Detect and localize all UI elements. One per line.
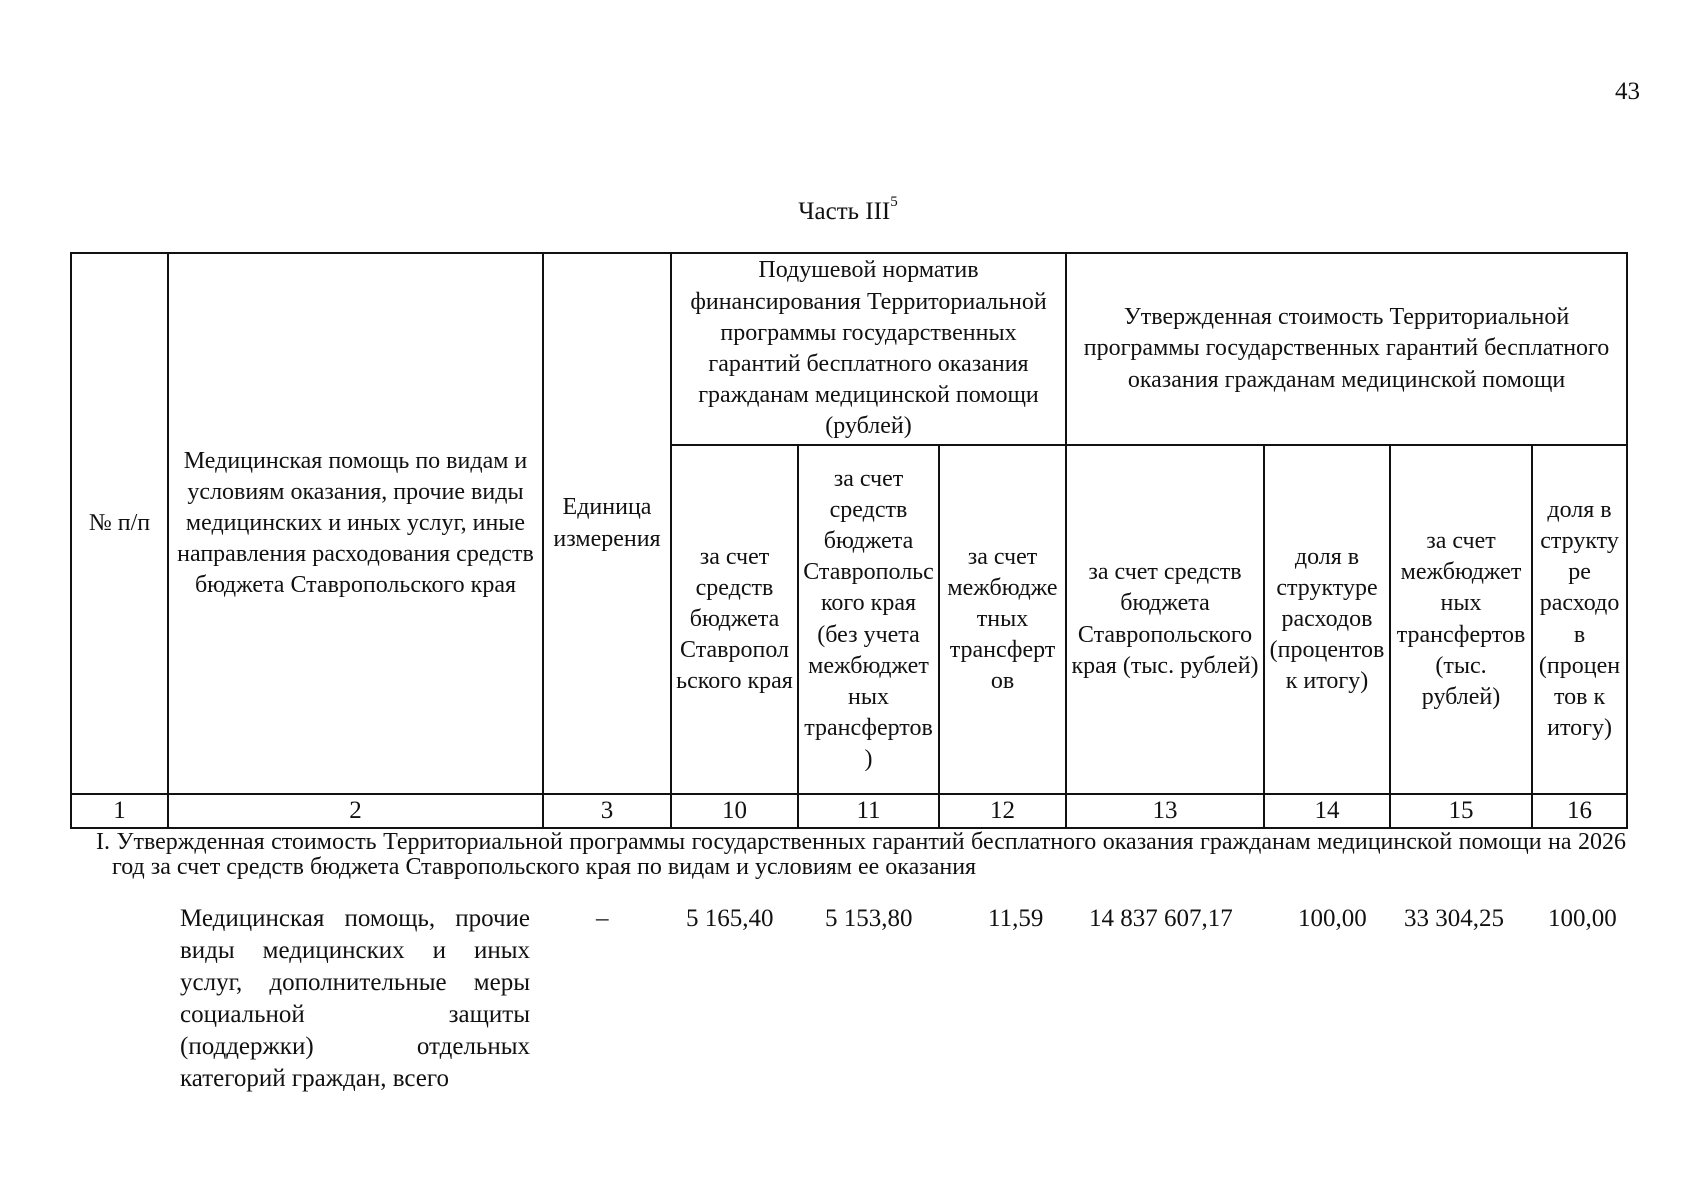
column-number: 10 [671,794,798,828]
column-number: 2 [168,794,543,828]
total-row-col-12: 11,59 [988,905,1044,932]
header-table [70,252,1628,829]
header-group-approved-cost: Утвержденная стоимость Территориальной программы государственных гарантий бесплатного оказания гражданам медицинской помощи [1066,253,1627,445]
total-row-col-16: 100,00 [1548,905,1617,932]
column-number: 12 [939,794,1066,828]
column-number: 3 [543,794,671,828]
part-title [0,194,1696,226]
total-row-unit: – [596,905,609,932]
header-col-13: за счет средств бюджета Ставропольского края (тыс. рублей) [1066,445,1264,794]
header-col-16: доля в структуре расходов (процентов к итогу) [1532,445,1627,794]
column-number: 13 [1066,794,1264,828]
header-col-11: за счет средств бюджета Ставропольского края (без учета межбюджетных трансфертов) [798,445,939,794]
part-title-text: Часть III [798,198,891,225]
column-number: 14 [1264,794,1390,828]
total-row-label: Медицинская помощь, прочие виды медицинских и иных услуг, дополнительные меры социальной защиты (поддержки) отдельных категорий граждан, всего [180,905,530,1092]
column-number: 1 [71,794,168,828]
total-row-col-14: 100,00 [1298,905,1367,932]
header-col-12: за счет межбюджетных трансфертов [939,445,1066,794]
total-row-col-13: 14 837 607,17 [1089,905,1233,932]
header-col-unit: Единица измерения [543,253,671,794]
header-col-number: № п/п [71,253,168,794]
header-group-per-capita-norm: Подушевой норматив финансирования Территориальной программы государственных гарантий бесплатного оказания гражданам медицинской помощи (рублей) [671,253,1066,445]
header-col-10: за счет средств бюджета Ставропольского края [671,445,798,794]
column-number: 11 [798,794,939,828]
column-number: 15 [1390,794,1532,828]
page-number: 43 [1615,78,1640,105]
total-row-col-11: 5 153,80 [825,905,913,932]
part-title-footnote-ref: 5 [890,194,898,210]
section-heading: I. Утвержденная стоимость Территориальной программы государственных гарантий бесплатного оказания гражданам медицинской помощи на 2026 год за счет средств бюджета Ставропольского края по видам и условиям ее оказания [96,829,1626,880]
column-number: 16 [1532,794,1627,828]
header-col-15: за счет межбюджетных трансфертов (тыс. рублей) [1390,445,1532,794]
total-row-col-10: 5 165,40 [686,905,774,932]
header-col-14: доля в структуре расходов (процентов к итогу) [1264,445,1390,794]
header-col-medical-care: Медицинская помощь по видам и условиям оказания, прочие виды медицинских и иных услуг, иные направления расходования средств бюджета Ставропольского края [168,253,543,794]
total-row-col-15: 33 304,25 [1404,905,1504,932]
